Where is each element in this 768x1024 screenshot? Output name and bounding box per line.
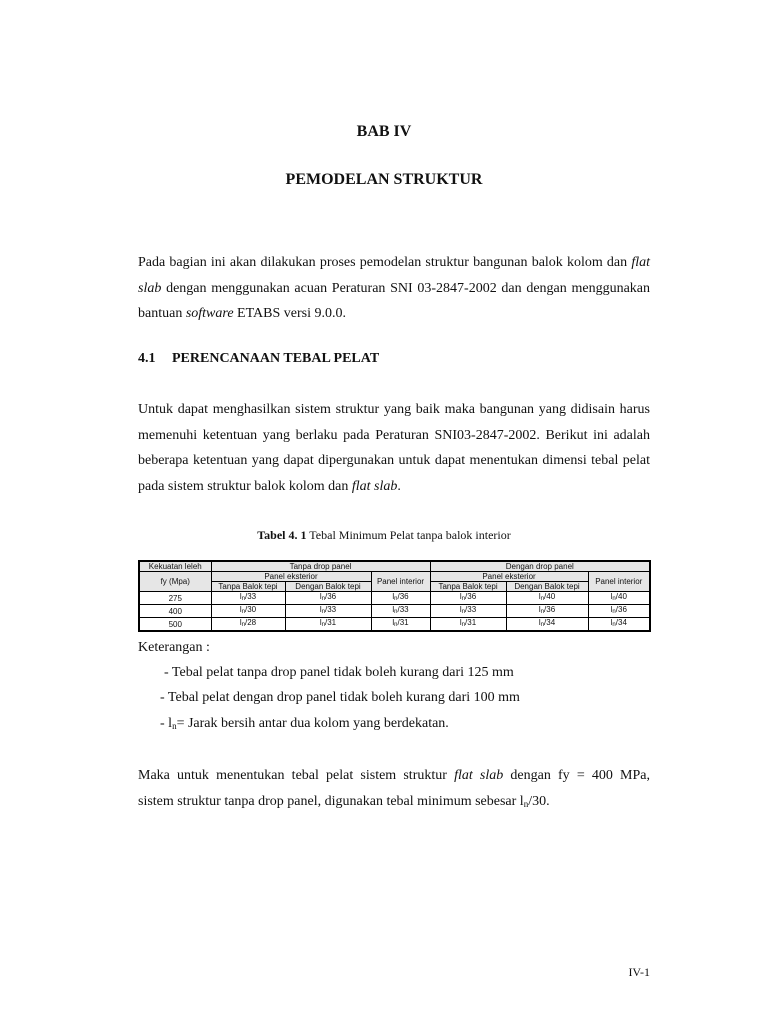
header-panel-eksterior: Panel eksterior [430, 572, 588, 582]
header-panel-interior: Panel interior [588, 572, 650, 592]
table-cell: $l_n/40$ [588, 592, 650, 605]
intro-line2-italic: slab [138, 280, 162, 296]
header-dengan-balok: Dengan Balok tepi [285, 582, 371, 592]
table-row [139, 605, 650, 618]
section-paragraph [138, 397, 650, 499]
header-tanpa-drop: Tanpa drop panel [211, 561, 430, 572]
header-tanpa-balok: Tanpa Balok tepi [430, 582, 506, 592]
table-caption-label: Tabel 4. 1 [257, 528, 307, 542]
slab-thickness-table [138, 560, 651, 632]
header-tanpa-balok: Tanpa Balok tepi [211, 582, 285, 592]
table-header-row [139, 561, 650, 572]
table-cell: $l_n/36$ [285, 592, 371, 605]
intro-line1-italic: flat [631, 255, 651, 270]
table-cell: $l_n/40$ [506, 592, 588, 605]
table-caption [0, 528, 768, 543]
para3-line1-text: Maka untuk menentukan tebal pelat sistem struktur [138, 768, 447, 783]
table-cell: $l_n/34$ [506, 618, 588, 632]
table-cell: $l_n/34$ [588, 618, 650, 632]
table-cell: $l_n/28$ [211, 618, 285, 632]
table-cell-fy: 500 [139, 618, 211, 632]
header-fy: fy (Mpa) [139, 572, 211, 592]
para3-subscript: n [523, 798, 529, 809]
table-cell: $l_n/31$ [285, 618, 371, 632]
intro-line3-end: ETABS versi 9.0.0. [237, 306, 346, 321]
header-dengan-drop: Dengan drop panel [430, 561, 650, 572]
table-cell: $l_n/36$ [506, 605, 588, 618]
header-dengan-balok: Dengan Balok tepi [506, 582, 588, 592]
table-cell: $l_n/30$ [211, 605, 285, 618]
note3-subscript: n [172, 721, 177, 731]
table-body [139, 592, 650, 632]
intro-paragraph [138, 250, 650, 327]
table-cell: $l_n/36$ [588, 605, 650, 618]
chapter-title: PEMODELAN STRUKTUR [285, 171, 483, 188]
para3-line2-end: /30. [528, 793, 550, 809]
note-item [160, 716, 449, 732]
table-cell-fy: 400 [139, 605, 211, 618]
note3-text: = Jarak bersih antar dua kolom yang berdekatan. [176, 716, 449, 731]
table-row [139, 618, 650, 632]
table-cell: $l_n/31$ [430, 618, 506, 632]
header-kekuatan: Kekuatan leleh [139, 561, 211, 572]
section-number: 4.1 [138, 351, 156, 366]
section-title: PERENCANAAN TEBAL PELAT [172, 351, 380, 366]
table-cell: $l_n/31$ [371, 618, 430, 632]
para2-line4-text: pada sistem struktur balok kolom dan [138, 478, 349, 494]
para2-line4-end: . [397, 478, 401, 494]
table-cell: $l_n/33$ [371, 605, 430, 618]
table-cell: $l_n/33$ [211, 592, 285, 605]
notes-heading: Keterangan : [138, 640, 210, 655]
header-panel-eksterior: Panel eksterior [211, 572, 371, 582]
intro-line1-text: Pada bagian ini akan dilakukan proses pemodelan struktur bangunan balok kolom dan [138, 255, 628, 270]
table-cell-fy: 275 [139, 592, 211, 605]
para3-line2-text: sistem struktur tanpa drop panel, digunakan tebal minimum sebesar l [138, 793, 524, 809]
note-item: - Tebal pelat dengan drop panel tidak boleh kurang dari 100 mm [160, 690, 520, 705]
header-panel-interior: Panel interior [371, 572, 430, 592]
table-header-row [139, 572, 650, 582]
para3-line1-end: dengan fy = 400 MPa, [510, 768, 651, 783]
table-cell: $l_n/36$ [371, 592, 430, 605]
section-heading [138, 351, 379, 367]
conclusion-paragraph [138, 763, 650, 817]
note3-prefix: - l [160, 716, 173, 731]
intro-line2-text: dengan menggunakan acuan Peraturan SNI 03-2847-2002 dan dengan menggunakan [166, 280, 650, 296]
note-item: - Tebal pelat tanpa drop panel tidak boleh kurang dari 125 mm [164, 665, 514, 680]
para2-line3: beberapa ketentuan yang dapat dipergunakan untuk dapat menentukan dimensi tebal pelat [138, 453, 650, 468]
table-cell: $l_n/33$ [430, 605, 506, 618]
table-caption-text: Tebal Minimum Pelat tanpa balok interior [309, 528, 511, 542]
page-number: IV-1 [628, 965, 650, 979]
intro-line3-text: bantuan [138, 306, 183, 321]
table-cell: $l_n/36$ [430, 592, 506, 605]
table-row [139, 592, 650, 605]
para3-line1-italic: flat slab [454, 768, 504, 783]
para2-line4-italic: flat slab [351, 478, 398, 494]
intro-line3-italic: software [185, 306, 234, 321]
table-cell: $l_n/33$ [285, 605, 371, 618]
para2-line2: memenuhi ketentuan yang berlaku pada Peraturan SNI03-2847-2002. Berikut ini adalah [138, 427, 650, 443]
para2-line1: Untuk dapat menghasilkan sistem struktur yang baik maka bangunan yang didisain harus [138, 402, 650, 417]
chapter-heading: BAB IV [356, 123, 412, 140]
